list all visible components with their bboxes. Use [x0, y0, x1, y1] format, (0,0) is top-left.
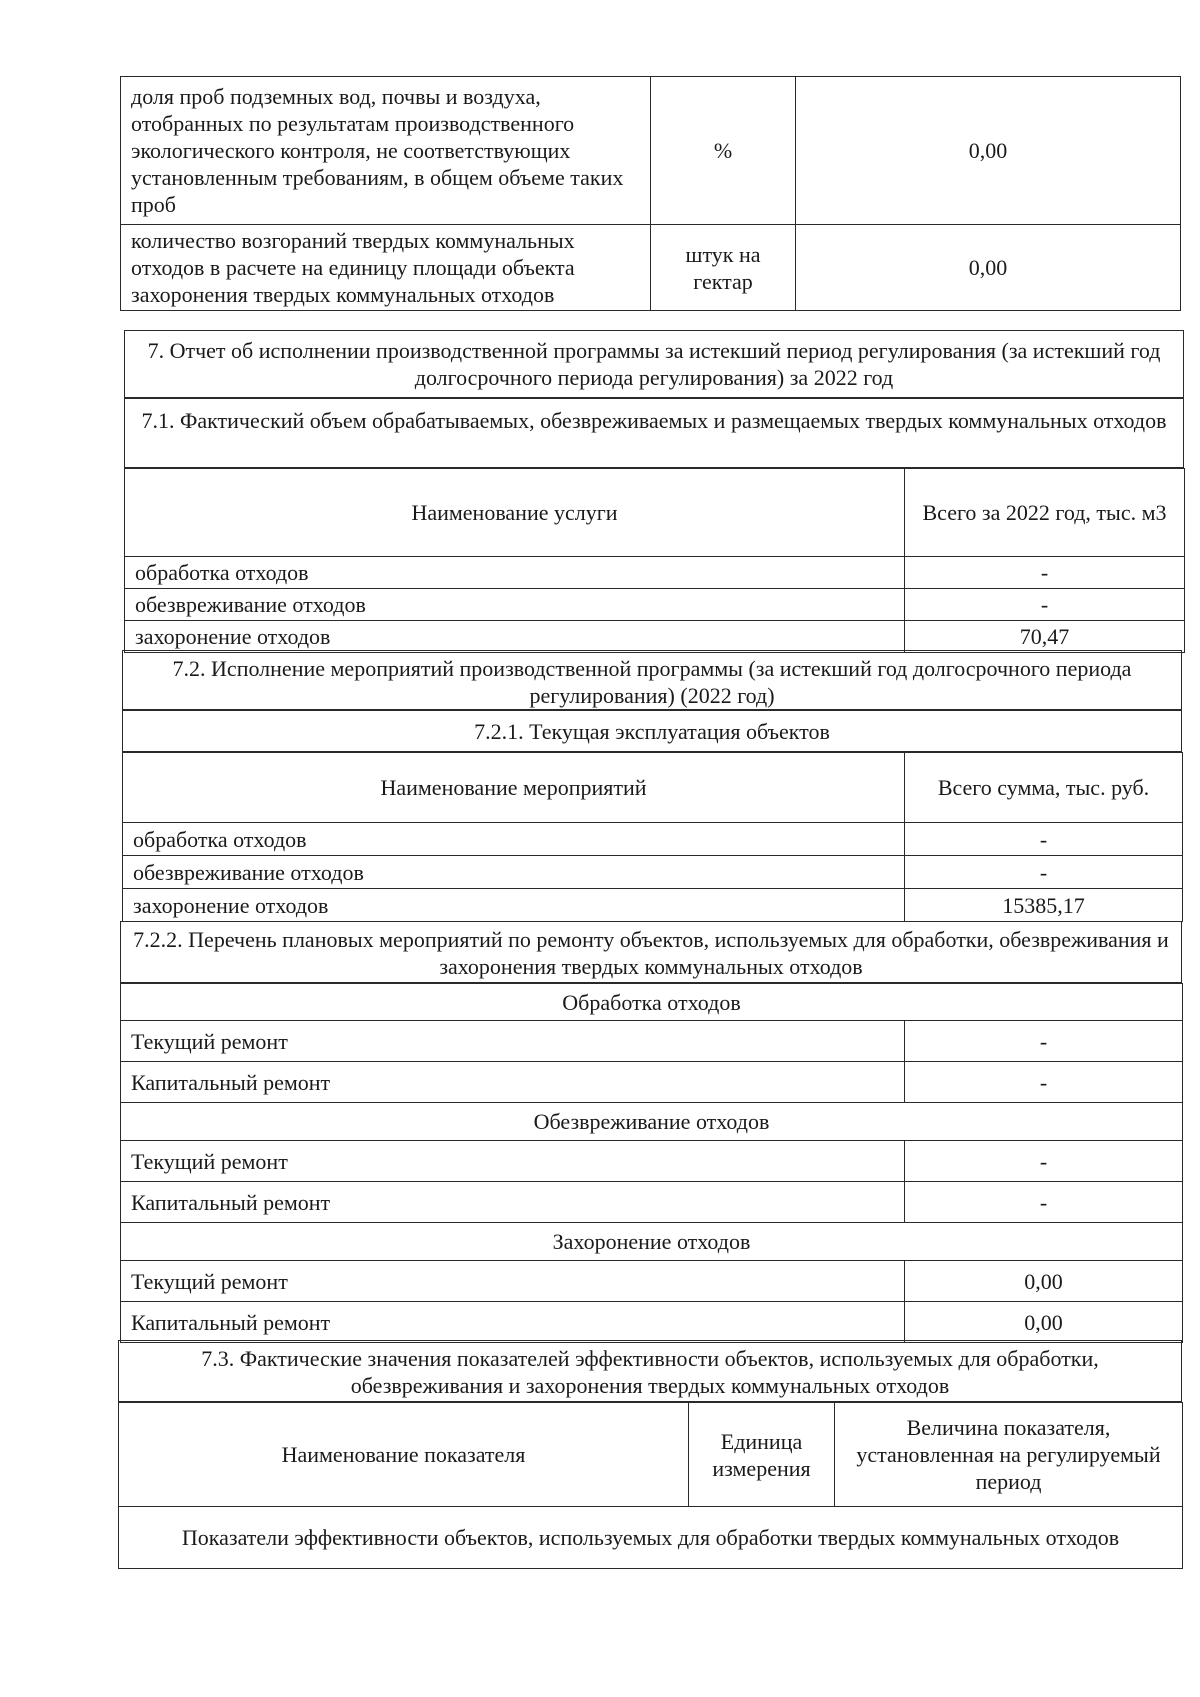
section-7-2-title: 7.2. Исполнение мероприятий производственной программы (за истекший год долгосрочного периода регулирования) (2022 год) [122, 650, 1182, 710]
table-header-row [125, 469, 1185, 557]
activity-name: обработка отходов [123, 823, 905, 856]
repair-name: Капитальный ремонт [121, 1062, 905, 1103]
table-row [123, 823, 1183, 856]
table-header-row [123, 753, 1183, 823]
operation-table [122, 752, 1182, 922]
column-header-value: Величина показателя, установленная на регулируемый период [835, 1403, 1183, 1507]
table-row [121, 1021, 1183, 1062]
service-name: обработка отходов [125, 557, 905, 589]
subsection-row [119, 1507, 1183, 1569]
repair-value: - [905, 1182, 1183, 1223]
section-7-title: 7. Отчет об исполнении производственной программы за истекший период регулирования (за истекший год долгосрочного периода регулирования) за 2022 год [124, 330, 1184, 398]
indicator-value: 0,00 [796, 225, 1181, 311]
column-header-service: Наименование услуги [125, 469, 905, 557]
volume-table [124, 468, 1184, 653]
column-header-total: Всего за 2022 год, тыс. м3 [905, 469, 1185, 557]
service-value: - [905, 589, 1185, 621]
column-header-total: Всего сумма, тыс. руб. [905, 753, 1183, 823]
service-value: - [905, 557, 1185, 589]
indicator-name: количество возгораний твердых коммунальных отходов в расчете на единицу площади объекта захоронения твердых коммунальных отходов [121, 225, 651, 311]
repair-name: Текущий ремонт [121, 1141, 905, 1182]
activity-value: 15385,17 [905, 889, 1183, 922]
repair-value: - [905, 1141, 1183, 1182]
indicator-unit: % [651, 77, 796, 225]
table-header-row [119, 1403, 1183, 1507]
activity-value: - [905, 823, 1183, 856]
efficiency-table [118, 1402, 1182, 1569]
group-header-row [121, 1103, 1183, 1141]
table-row [121, 1141, 1183, 1182]
group-header-row [121, 1223, 1183, 1261]
section-7-3-title: 7.3. Фактические значения показателей эффективности объектов, используемых для обработки, обезвреживания и захоронения твердых коммунальных отходов [118, 1340, 1182, 1402]
repair-name: Капитальный ремонт [121, 1182, 905, 1223]
subsection-title: Показатели эффективности объектов, используемых для обработки твердых коммунальных отходов [119, 1507, 1183, 1569]
column-header-activity: Наименование мероприятий [123, 753, 905, 823]
section-7-2-1-title: 7.2.1. Текущая эксплуатация объектов [122, 710, 1182, 752]
repair-value: - [905, 1021, 1183, 1062]
repair-name: Текущий ремонт [121, 1021, 905, 1062]
service-name: захоронение отходов [125, 621, 905, 653]
repair-name: Капитальный ремонт [121, 1302, 905, 1343]
repair-value: 0,00 [905, 1261, 1183, 1302]
activity-name: обезвреживание отходов [123, 856, 905, 889]
indicator-value: 0,00 [796, 77, 1181, 225]
table-row [121, 1062, 1183, 1103]
repair-table [120, 983, 1182, 1343]
group-title: Обработка отходов [121, 984, 1183, 1021]
table-row [121, 1182, 1183, 1223]
table-row [125, 589, 1185, 621]
repair-value: - [905, 1062, 1183, 1103]
group-title: Захоронение отходов [121, 1223, 1183, 1261]
group-title: Обезвреживание отходов [121, 1103, 1183, 1141]
indicator-unit: штук на гектар [651, 225, 796, 311]
repair-value: 0,00 [905, 1302, 1183, 1343]
table-row [125, 621, 1185, 653]
service-value: 70,47 [905, 621, 1185, 653]
table-row [121, 1302, 1183, 1343]
table-row [123, 889, 1183, 922]
group-header-row [121, 984, 1183, 1021]
column-header-indicator: Наименование показателя [119, 1403, 689, 1507]
indicator-name: доля проб подземных вод, почвы и воздуха, отобранных по результатам производственного экологического контроля, не соответствующих установленным требованиям, в общем объеме таких проб [121, 77, 651, 225]
table-row [125, 557, 1185, 589]
section-7-1-title: 7.1. Фактический объем обрабатываемых, обезвреживаемых и размещаемых твердых коммунальных отходов [124, 398, 1184, 468]
repair-name: Текущий ремонт [121, 1261, 905, 1302]
top-table [120, 76, 1180, 311]
section-7-2-2-title: 7.2.2. Перечень плановых мероприятий по ремонту объектов, используемых для обработки, обезвреживания и захоронения твердых коммунальных отходов [120, 921, 1182, 983]
activity-name: захоронение отходов [123, 889, 905, 922]
table-row [123, 856, 1183, 889]
table-row [121, 77, 1181, 225]
table-row [121, 225, 1181, 311]
service-name: обезвреживание отходов [125, 589, 905, 621]
table-row [121, 1261, 1183, 1302]
activity-value: - [905, 856, 1183, 889]
column-header-unit: Единица измерения [689, 1403, 835, 1507]
